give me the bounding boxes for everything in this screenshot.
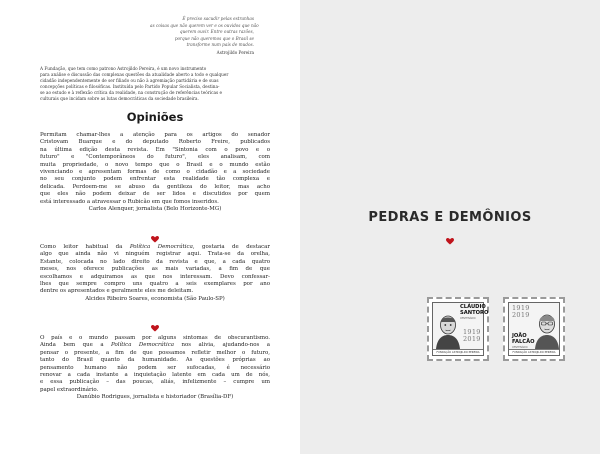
letter-line: e essa publicação – das poucas, aliás, infelizmente – cumpre um <box>40 379 270 386</box>
letter-line: escolhamos e adquiramos as que nos interessam. Devo confessar- <box>40 273 270 280</box>
intro-line: A Fundação, que tem como patrono Astrojildo Pereira, é um novo instrumento <box>40 66 207 71</box>
letter-line: delicada. Perdoem-me se abuso da gentileza do leitor, mas acho <box>40 183 270 190</box>
letter-line: Como leitor habitual da Política Democrática, gostaria de destacar <box>40 244 271 250</box>
stamp-years: 1919 2019 <box>512 304 530 319</box>
section-title: Opiniões <box>126 110 184 124</box>
intro-line: para análise e discussão das complexas questões da atualidade aberto a todo e qualquer <box>40 71 229 77</box>
epigraph-line: porque não queremos que o Brasil se <box>174 35 254 41</box>
letter-line: que eles não podem deixar de ser lidos e discutidos por quem <box>40 191 270 198</box>
letter-danubio <box>40 335 270 402</box>
letter-line: Cristovam Buarque e do deputado Roberto Freire, publicados <box>40 139 270 146</box>
stamp-subtitle: CENTENÁRIO <box>512 346 528 349</box>
stamp-face <box>508 302 560 356</box>
heart-ornament-icon <box>446 238 454 245</box>
stamp-footer: FUNDAÇÃO ASTROJILDO PEREIRA <box>433 349 483 355</box>
stamp-years: 1919 2019 <box>463 328 481 343</box>
letter-alcides <box>40 244 270 303</box>
letter-line: dentre os apresentados e geralmente eles me deleitam. <box>40 288 194 295</box>
epigraph-line: transforme num país de mudos. <box>186 42 254 48</box>
stamp-name: CLÁUDIO SANTORO <box>460 304 489 316</box>
right-page <box>300 0 600 454</box>
intro-line: concepções políticas e filosóficas. Instituída pelo Partido Popular Socialista, destina- <box>40 83 220 89</box>
stamp-claudio-santoro <box>427 297 489 361</box>
magazine-name: Política Democrática <box>129 244 193 250</box>
letter-line: tanto do Brasil quanto da humanidade. As questões próprias ao <box>40 357 270 364</box>
portrait-icon <box>534 311 560 349</box>
letter-line: vivenciando e apresentam formas de como o cidadão e a sociedade <box>40 169 270 176</box>
epigraph-line: querem ouvir. Entre outras razões, <box>179 29 254 35</box>
epigraph-line: É preciso sacudir pelas estranhas <box>182 16 254 21</box>
letter-line: lhes que sempre compro uns quatro a seis exemplares por ano <box>40 281 270 288</box>
letter-line: muita propriedade, o novo tempo que o Brasil e o mundo estão <box>40 161 270 168</box>
stamp-joao-falcao <box>503 297 565 361</box>
letter-line: futuro" e "Contemporâneos do futuro", eles analisam, com <box>40 154 270 161</box>
letter-line: Ainda bem que a Política Democrática nos alivia, ajudando-nos a <box>40 342 270 349</box>
letter-line: está interessado a atravessar o Rubicão em que fomos inseridos. <box>40 198 219 205</box>
portrait-icon <box>435 313 461 349</box>
intro-line: cidadão independentemente de ser filiado ou não à agremiação partidária e de suas <box>40 77 219 83</box>
letter-line: Estante, colocada no lado direito da revista e que, a cada quatro <box>40 258 270 265</box>
stamp-subtitle: CENTENÁRIO <box>460 317 476 320</box>
letter-line: meses, nos oferece publicações as mais variadas, a fim de que <box>40 266 270 273</box>
letter-line: algo que ainda não vi ninguém registrar aqui. Trata-se da orelha, <box>40 251 270 258</box>
letter-line: pensar o presente, a fim de que possamos refletir melhor o futuro, <box>40 349 270 356</box>
letter-line: Permitam chamar-lhes a atenção para os artigos do senador <box>40 132 270 138</box>
letter-line: O país e o mundo passam por alguns sintomas de obscurantismo. <box>40 335 270 341</box>
intro-line: culturais que incidam sobre as lutas democráticas da sociedade brasileira. <box>40 95 199 101</box>
letter-line: renovar a cada instante a inquietação latente em cada um de nós, <box>40 372 270 379</box>
epigraph <box>150 16 259 57</box>
letter-signature: Danúbio Rodrigues, jornalista e historiador (Brasília-DF) <box>76 394 234 401</box>
stamp-face <box>432 302 489 356</box>
intro-line: se ao estudo e à reflexão crítica da realidade, na construção de referências teóricas e <box>40 89 222 95</box>
letter-line: na última edição desta revista. Em "Sintonia com o povo e o <box>40 146 270 153</box>
letter-signature: Alcides Ribeiro Soares, economista (São Paulo-SP) <box>85 295 225 302</box>
stamp-footer: FUNDAÇÃO ASTROJILDO PEREIRA <box>509 349 559 355</box>
magazine-name: Política Democrática <box>111 342 175 349</box>
heart-ornament-icon <box>151 325 159 332</box>
letter-line: pensamento humano não podem ser sufocadas, é necessário <box>40 364 270 371</box>
book-title: PEDRAS E DEMÔNIOS <box>368 210 532 225</box>
heart-ornament-icon <box>151 236 159 243</box>
foundation-intro <box>40 66 270 101</box>
stamp-name: JOÃO FALCÃO <box>512 333 535 345</box>
letter-signature: Carlos Alenquer, jornalista (Belo Horizonte-MG) <box>88 206 222 213</box>
letter-line: papel extraordinário. <box>40 386 99 393</box>
letter-line: no seu conjunto podem enfrentar esta realidade tão complexa e <box>40 176 270 183</box>
letter-carlos <box>40 132 270 213</box>
epigraph-line: as coisas que não querem ver e os ouvidos que não <box>150 22 259 28</box>
epigraph-author: Astrojildo Pereira <box>216 49 254 55</box>
